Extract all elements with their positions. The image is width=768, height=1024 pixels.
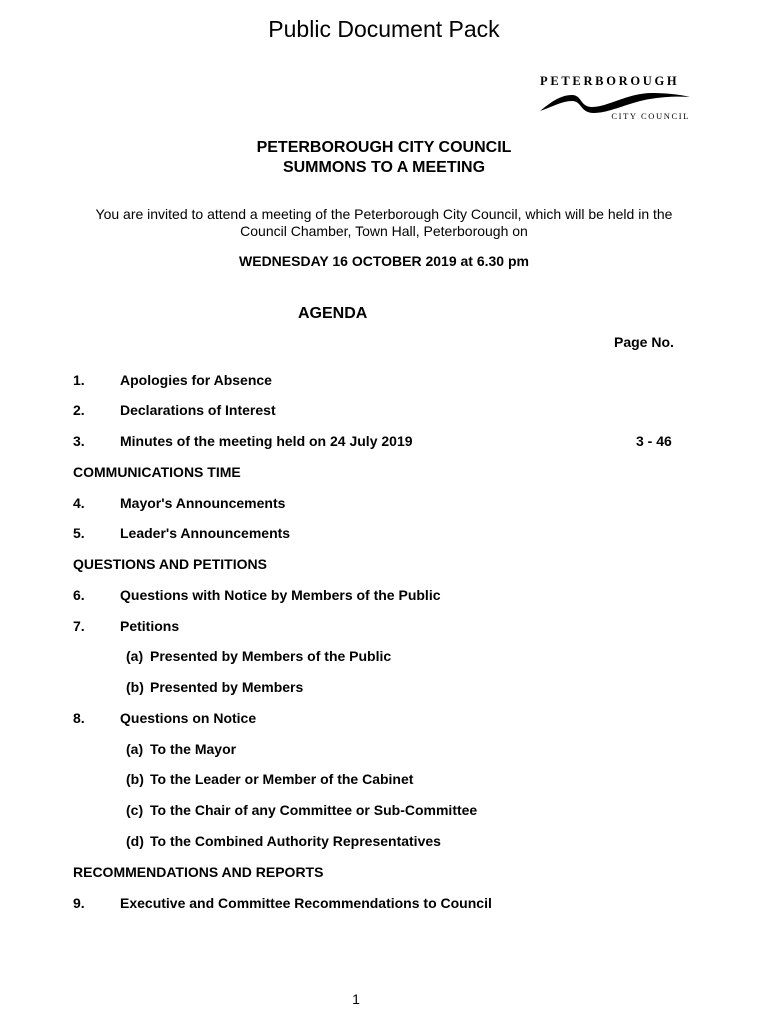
invitation-line-2: Council Chamber, Town Hall, Peterborough on (240, 222, 528, 239)
agenda-sub-item (0, 771, 768, 791)
agenda-item (0, 895, 768, 915)
agenda-item (0, 587, 768, 607)
sub-item-letter: (a) (126, 648, 144, 664)
agenda-section-heading (0, 556, 768, 576)
agenda-item-number: 6. (73, 587, 85, 603)
page-number: 1 (352, 991, 360, 1007)
meeting-date: WEDNESDAY 16 OCTOBER 2019 at 6.30 pm (239, 253, 529, 269)
peterborough-city-council-logo (536, 74, 692, 124)
invitation-line-1: You are invited to attend a meeting of the Peterborough City Council, which will be held in the (95, 206, 673, 222)
agenda-item-number: 2. (73, 402, 85, 418)
agenda-item-number: 4. (73, 495, 85, 511)
agenda-item-pages: 3 - 46 (636, 433, 672, 449)
section-title: RECOMMENDATIONS AND REPORTS (73, 864, 324, 880)
agenda-item (0, 433, 768, 453)
agenda-item-title: Executive and Committee Recommendations to Council (120, 895, 492, 911)
sub-item-title: To the Combined Authority Representatives (150, 833, 441, 849)
invitation-text (60, 206, 708, 239)
agenda-item-title: Apologies for Absence (120, 372, 272, 388)
section-title: QUESTIONS AND PETITIONS (73, 556, 267, 572)
sub-item-letter: (a) (126, 741, 144, 757)
agenda-sub-item (0, 741, 768, 761)
agenda-item-number: 1. (73, 372, 85, 388)
section-title: COMMUNICATIONS TIME (73, 464, 241, 480)
sub-item-title: Presented by Members (150, 679, 304, 695)
agenda-item-title: Questions on Notice (120, 710, 257, 726)
sub-item-title: To the Leader or Member of the Cabinet (150, 771, 414, 787)
agenda-item-title: Declarations of Interest (120, 402, 276, 418)
agenda-sub-item (0, 802, 768, 822)
agenda-item (0, 495, 768, 515)
sub-item-title: To the Mayor (150, 741, 237, 757)
agenda-heading: AGENDA (298, 305, 368, 322)
agenda-item-title: Mayor's Announcements (120, 495, 286, 511)
sub-item-letter: (b) (126, 771, 144, 787)
agenda-sub-item (0, 679, 768, 699)
agenda-item-number: 8. (73, 710, 85, 726)
agenda-item (0, 710, 768, 730)
page-no-heading: Page No. (614, 334, 674, 350)
agenda-sub-item (0, 648, 768, 668)
agenda-item-title: Questions with Notice by Members of the Public (120, 587, 441, 603)
logo-top-text: PETERBOROUGH (540, 74, 680, 88)
agenda-item-title: Petitions (120, 618, 180, 634)
sub-item-title: Presented by Members of the Public (150, 648, 392, 664)
summons-title (0, 138, 768, 178)
agenda-item (0, 402, 768, 422)
sub-item-letter: (b) (126, 679, 144, 695)
agenda-item (0, 372, 768, 392)
agenda-item-title: Leader's Announcements (120, 525, 291, 541)
public-document-pack-header: Public Document Pack (268, 16, 500, 42)
agenda-item-title: Minutes of the meeting held on 24 July 2019 (120, 433, 413, 449)
logo-bottom-text: CITY COUNCIL (611, 111, 690, 121)
sub-item-letter: (c) (126, 802, 144, 818)
agenda-sub-item (0, 833, 768, 853)
agenda-item (0, 525, 768, 545)
agenda-item (0, 618, 768, 638)
council-name: PETERBOROUGH CITY COUNCIL (256, 139, 512, 156)
sub-item-title: To the Chair of any Committee or Sub-Committee (150, 802, 478, 818)
agenda-item-number: 3. (73, 433, 85, 449)
agenda-section-heading (0, 464, 768, 484)
summons-heading: SUMMONS TO A MEETING (282, 159, 486, 176)
agenda-item-number: 7. (73, 618, 85, 634)
agenda-item-number: 9. (73, 895, 85, 911)
sub-item-letter: (d) (126, 833, 144, 849)
agenda-section-heading (0, 864, 768, 884)
agenda-item-number: 5. (73, 525, 85, 541)
